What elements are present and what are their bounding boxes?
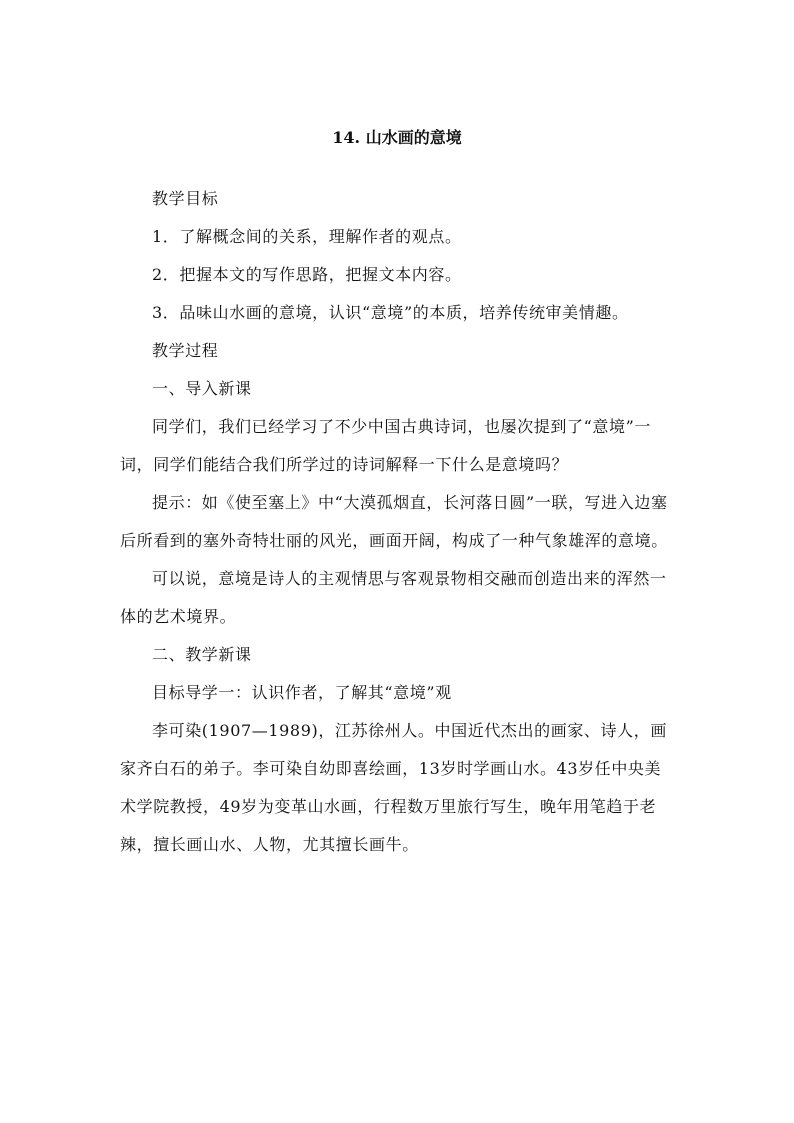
section-heading-teaching-goals: 教学目标 bbox=[152, 189, 219, 208]
paragraph-hint: 提示：如《使至塞上》中“大漠孤烟直，长河落日圆”一联，写进入边塞后所看到的塞外奇特壮丽的风光，画面开阔，构成了一种气象雄浑的意境。 bbox=[120, 493, 668, 550]
subheading-introduce-lesson: 一、导入新课 bbox=[152, 379, 252, 398]
subheading-new-lesson: 二、教学新课 bbox=[152, 645, 252, 664]
paragraph-author-bio: 李可染(1907—1989)，江苏徐州人。中国近代杰出的画家、诗人，画家齐白石的弟子。李可染自幼即喜绘画，13岁时学画山水。43岁任中央美术学院教授，49岁为变革山水画，行程数万里旅行写生，晚年用笔趋于老辣，擅长画山水、人物，尤其擅长画牛。 bbox=[120, 721, 667, 854]
section-heading-teaching-process: 教学过程 bbox=[152, 341, 219, 360]
subheading-goal-1: 目标导学一：认识作者，了解其“意境”观 bbox=[152, 683, 452, 702]
goal-item-3: 3．品味山水画的意境，认识“意境”的本质，培养传统审美情趣。 bbox=[152, 303, 629, 322]
paragraph-definition: 可以说，意境是诗人的主观情思与客观景物相交融而创造出来的浑然一体的艺术境界。 bbox=[120, 569, 667, 626]
goal-item-1: 1．了解概念间的关系，理解作者的观点。 bbox=[152, 227, 462, 246]
document-body bbox=[120, 180, 676, 864]
goal-item-2: 2．把握本文的写作思路，把握文本内容。 bbox=[152, 265, 462, 284]
paragraph-intro-question: 同学们，我们已经学习了不少中国古典诗词，也屡次提到了“意境”一词，同学们能结合我们所学过的诗词解释一下什么是意境吗？ bbox=[120, 417, 651, 474]
document-title: 14. 山水画的意境 bbox=[332, 128, 462, 147]
